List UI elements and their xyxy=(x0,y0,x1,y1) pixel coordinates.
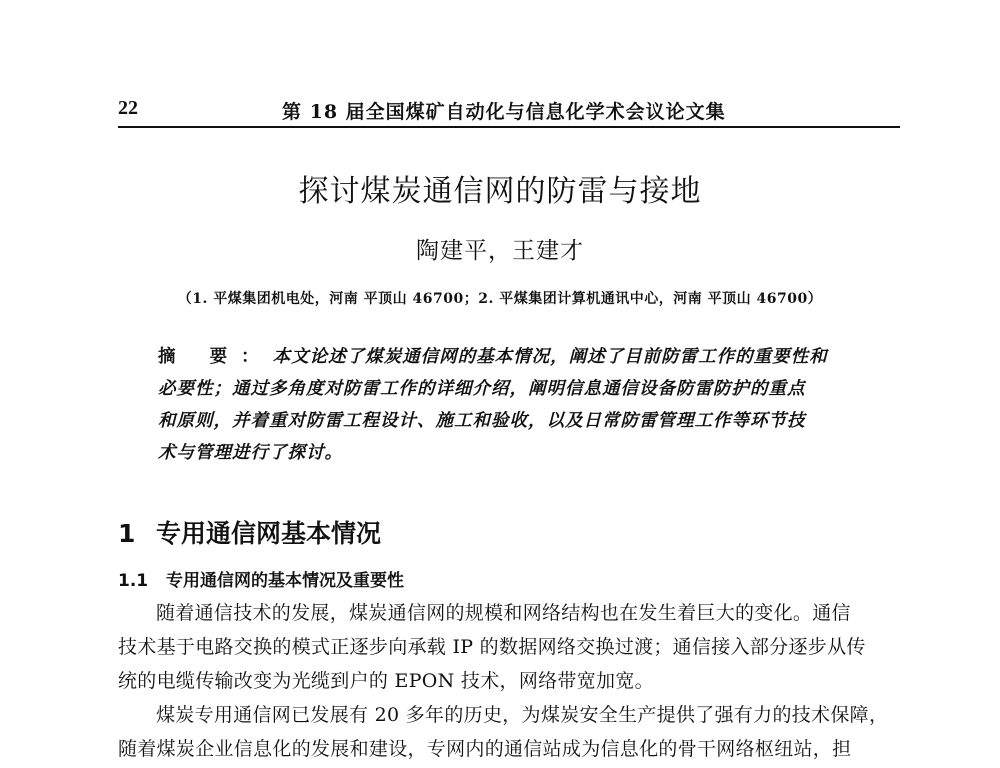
paper-title: 探讨煤炭通信网的防雷与接地 xyxy=(298,174,702,209)
paper-authors: 陶建平，王建才 xyxy=(416,238,584,264)
body-line: 随着煤炭企业信息化的发展和建设，专网内的通信站成为信息化的骨干网络枢纽站，担 xyxy=(118,738,852,760)
body-line: 技术基于电路交换的模式正逐步向承载 IP 的数据网络交换过渡；通信接入部分逐步从传 xyxy=(118,636,866,658)
body-line: 随着通信技术的发展，煤炭通信网的规模和网络结构也在发生着巨大的变化。通信 xyxy=(156,602,851,624)
paper-affiliations: （1. 平煤集团机电处，河南 平顶山 46700；2. 平煤集团计算机通讯中心，河南 平顶山 46700） xyxy=(177,291,823,307)
body-line: 统的电缆传输改变为光缆到户的 EPON 技术，网络带宽加宽。 xyxy=(118,670,654,692)
section-title: 专用通信网基本情况 xyxy=(156,519,382,548)
proceedings-title: 第 18 届全国煤矿自动化与信息化学术会议论文集 xyxy=(282,101,726,123)
subsection-title: 专用通信网的基本情况及重要性 xyxy=(166,571,404,591)
subsection-number: 1.1 xyxy=(118,571,149,591)
abstract-text: 本文论述了煤炭通信网的基本情况，阐述了目前防雷工作的重要性和 xyxy=(272,347,828,367)
subsection-heading xyxy=(118,566,404,591)
section-heading xyxy=(118,514,381,550)
abstract-line: 和原则，并着重对防雷工程设计、施工和验收，以及日常防雷管理工作等环节技 xyxy=(158,411,806,431)
header-rule xyxy=(118,126,900,128)
abstract xyxy=(158,343,858,471)
body-text xyxy=(118,598,900,768)
abstract-line xyxy=(158,343,858,375)
abstract-line: 术与管理进行了探讨。 xyxy=(158,443,343,463)
page-number: 22 xyxy=(118,97,138,119)
abstract-line: 必要性；通过多角度对防雷工作的详细介绍，阐明信息通信设备防雷防护的重点 xyxy=(158,379,806,399)
running-header xyxy=(118,97,900,123)
body-line: 煤炭专用通信网已发展有 20 多年的历史，为煤炭安全生产提供了强有力的技术保障， xyxy=(156,704,889,726)
section-number: 1 xyxy=(118,519,136,548)
abstract-label: 摘 要： xyxy=(158,347,273,367)
